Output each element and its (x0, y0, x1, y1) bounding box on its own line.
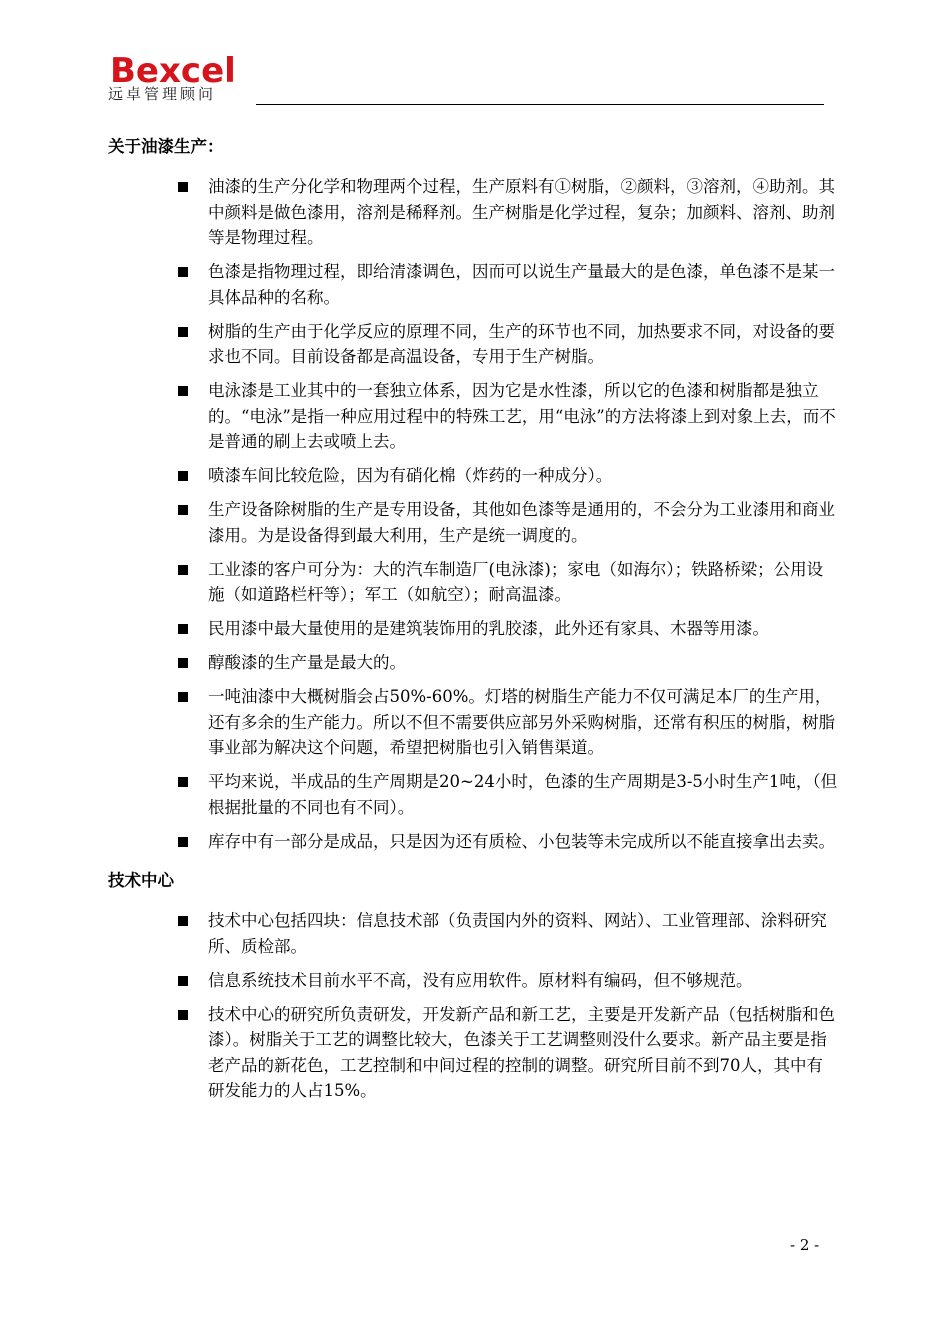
bullet-item: 油漆的生产分化学和物理两个过程，生产原料有①树脂，②颜料，③溶剂，④助剂。其中颜料是做色漆用，溶剂是稀释剂。生产树脂是化学过程，复杂；加颜料、溶剂、助剂等是物理过程。 (108, 174, 838, 251)
bullet-square-icon (178, 267, 188, 277)
bullet-item: 技术中心的研究所负责研发，开发新产品和新工艺，主要是开发新产品（包括树脂和色漆）。树脂关于工艺的调整比较大，色漆关于工艺调整则没什么要求。新产品主要是指老产品的新花色，工艺控制和中间过程的控制的调整。研究所目前不到70人，其中有研发能力的人占15%。 (108, 1002, 838, 1104)
bullet-item: 电泳漆是工业其中的一套独立体系，因为它是水性漆，所以它的色漆和树脂都是独立的。“电泳”是指一种应用过程中的特殊工艺，用“电泳”的方法将漆上到对象上去，而不是普通的刷上去或喷上去。 (108, 378, 838, 455)
bullet-square-icon (178, 386, 188, 396)
section-title: 关于油漆生产： (108, 137, 224, 156)
bullet-square-icon (178, 916, 188, 926)
bullet-square-icon (178, 505, 188, 515)
bullet-item: 技术中心包括四块：信息技术部（负责国内外的资料、网站）、工业管理部、涂料研究所、质检部。 (108, 908, 838, 959)
logo-wordmark: Bexcel (110, 51, 236, 91)
bullet-square-icon (178, 692, 188, 702)
bullet-square-icon (178, 624, 188, 634)
bullet-item: 一吨油漆中大概树脂会占50%-60%。灯塔的树脂生产能力不仅可满足本厂的生产用，还有多余的生产能力。所以不但不需要供应部另外采购树脂，还常有积压的树脂，树脂事业部为解决这个问题，希望把树脂也引入销售渠道。 (108, 684, 838, 761)
bullet-item: 喷漆车间比较危险，因为有硝化棉（炸药的一种成分）。 (108, 463, 838, 489)
bullet-item: 树脂的生产由于化学反应的原理不同，生产的环节也不同，加热要求不同，对设备的要求也不同。目前设备都是高温设备，专用于生产树脂。 (108, 319, 838, 370)
document-body (108, 134, 838, 1112)
page-number: - 2 - (790, 1236, 820, 1254)
section-production (108, 134, 838, 854)
bullet-item: 工业漆的客户可分为：大的汽车制造厂(电泳漆)；家电（如海尔）；铁路桥梁；公用设施（如道路栏杆等）；军工（如航空）；耐高温漆。 (108, 557, 838, 608)
bullet-item: 信息系统技术目前水平不高，没有应用软件。原材料有编码，但不够规范。 (108, 968, 838, 994)
bullet-square-icon (178, 1010, 188, 1020)
header-rule (256, 104, 824, 105)
bullet-list (108, 174, 838, 854)
bullet-square-icon (178, 471, 188, 481)
section-title: 技术中心 (108, 871, 174, 890)
bullet-list (108, 908, 838, 1104)
bullet-square-icon (178, 837, 188, 847)
page-header (108, 52, 824, 108)
bullet-item: 色漆是指物理过程，即给清漆调色，因而可以说生产量最大的是色漆，单色漆不是某一具体品种的名称。 (108, 259, 838, 310)
bullet-square-icon (178, 777, 188, 787)
bullet-square-icon (178, 658, 188, 668)
bullet-item: 平均来说，半成品的生产周期是20~24小时，色漆的生产周期是3-5小时生产1吨，（但根据批量的不同也有不同）。 (108, 769, 838, 820)
bullet-item: 醇酸漆的生产量是最大的。 (108, 650, 838, 676)
bullet-item: 民用漆中最大量使用的是建筑装饰用的乳胶漆，此外还有家具、木器等用漆。 (108, 616, 838, 642)
bullet-square-icon (178, 182, 188, 192)
logo-subtitle: 远卓管理顾问 (108, 85, 217, 103)
bullet-item: 库存中有一部分是成品，只是因为还有质检、小包装等未完成所以不能直接拿出去卖。 (108, 829, 838, 855)
section-tech-center (108, 868, 838, 1104)
bullet-square-icon (178, 976, 188, 986)
bullet-square-icon (178, 565, 188, 575)
company-logo (108, 52, 258, 104)
bullet-item: 生产设备除树脂的生产是专用设备，其他如色漆等是通用的，不会分为工业漆用和商业漆用。为是设备得到最大利用，生产是统一调度的。 (108, 497, 838, 548)
bullet-square-icon (178, 327, 188, 337)
